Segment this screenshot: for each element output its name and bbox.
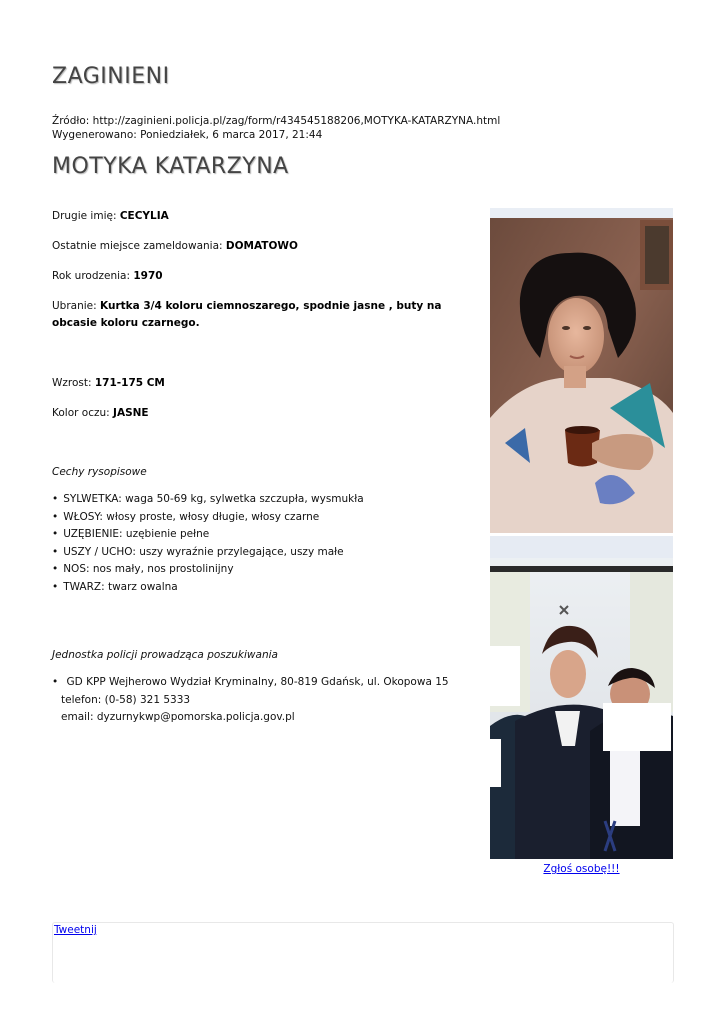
generated-date: Poniedziałek, 6 marca 2017, 21:44 xyxy=(140,129,323,141)
person-name: MOTYKA KATARZYNA xyxy=(52,154,289,179)
person-photo-2 xyxy=(490,536,673,859)
field-last-residence xyxy=(52,238,298,255)
source-label: Źródło: xyxy=(52,115,90,127)
list-item: • UZĘBIENIE: uzębienie pełne xyxy=(52,526,364,544)
field-value: 1970 xyxy=(133,270,163,282)
field-label: Drugie imię: xyxy=(52,210,117,222)
generated-line xyxy=(52,128,500,142)
list-item: • NOS: nos mały, nos prostolinijny xyxy=(52,561,364,579)
field-label: Ostatnie miejsce zameldowania: xyxy=(52,240,223,252)
field-eye-color xyxy=(52,405,149,422)
list-item: • SYLWETKA: waga 50-69 kg, sylwetka szczupła, wysmukła xyxy=(52,491,364,509)
field-label: Kolor oczu: xyxy=(52,407,110,419)
field-label: Rok urodzenia: xyxy=(52,270,131,282)
list-item xyxy=(52,674,449,727)
police-unit-title: Jednostka policji prowadząca poszukiwania xyxy=(52,649,278,661)
source-url: http://zaginieni.policja.pl/zag/form/r434545188206,MOTYKA-KATARZYNA.html xyxy=(92,115,501,127)
list-item: • USZY / UCHO: uszy wyraźnie przylegające, uszy małe xyxy=(52,544,364,562)
tweet-link[interactable]: Tweetnij xyxy=(54,924,97,936)
police-unit-list xyxy=(52,674,449,727)
field-label: Ubranie: xyxy=(52,300,97,312)
police-unit-name: GD KPP Wejherowo Wydział Kryminalny, 80-819 Gdańsk, ul. Okopowa 15 xyxy=(66,676,449,688)
field-middle-name xyxy=(52,208,169,225)
traits-list xyxy=(52,491,364,597)
field-label: Wzrost: xyxy=(52,377,92,389)
field-value: Kurtka 3/4 koloru ciemnoszarego, spodnie jasne , buty na obcasie koloru czarnego. xyxy=(52,300,442,329)
document-meta xyxy=(52,114,500,142)
generated-label: Wygenerowano: xyxy=(52,129,137,141)
report-person-link[interactable]: Zgłoś osobę!!! xyxy=(543,863,620,875)
field-value: 171-175 CM xyxy=(94,377,165,389)
person-photo-1 xyxy=(490,208,673,533)
field-height xyxy=(52,375,165,392)
police-unit-phone: telefon: (0-58) 321 5333 xyxy=(61,693,191,706)
police-unit-email: email: dyzurnykwp@pomorska.policja.gov.pl xyxy=(61,711,295,724)
traits-title: Cechy rysopisowe xyxy=(52,466,147,478)
list-item: • WŁOSY: włosy proste, włosy długie, włosy czarne xyxy=(52,509,364,527)
page-title: ZAGINIENI xyxy=(52,64,170,89)
field-clothing xyxy=(52,298,488,332)
field-value: CECYLIA xyxy=(119,210,169,222)
field-birth-year xyxy=(52,268,163,285)
list-item: • TWARZ: twarz owalna xyxy=(52,579,364,597)
source-line xyxy=(52,114,500,128)
tweet-widget xyxy=(52,922,674,983)
field-value: DOMATOWO xyxy=(225,240,298,252)
field-value: JASNE xyxy=(113,407,149,419)
